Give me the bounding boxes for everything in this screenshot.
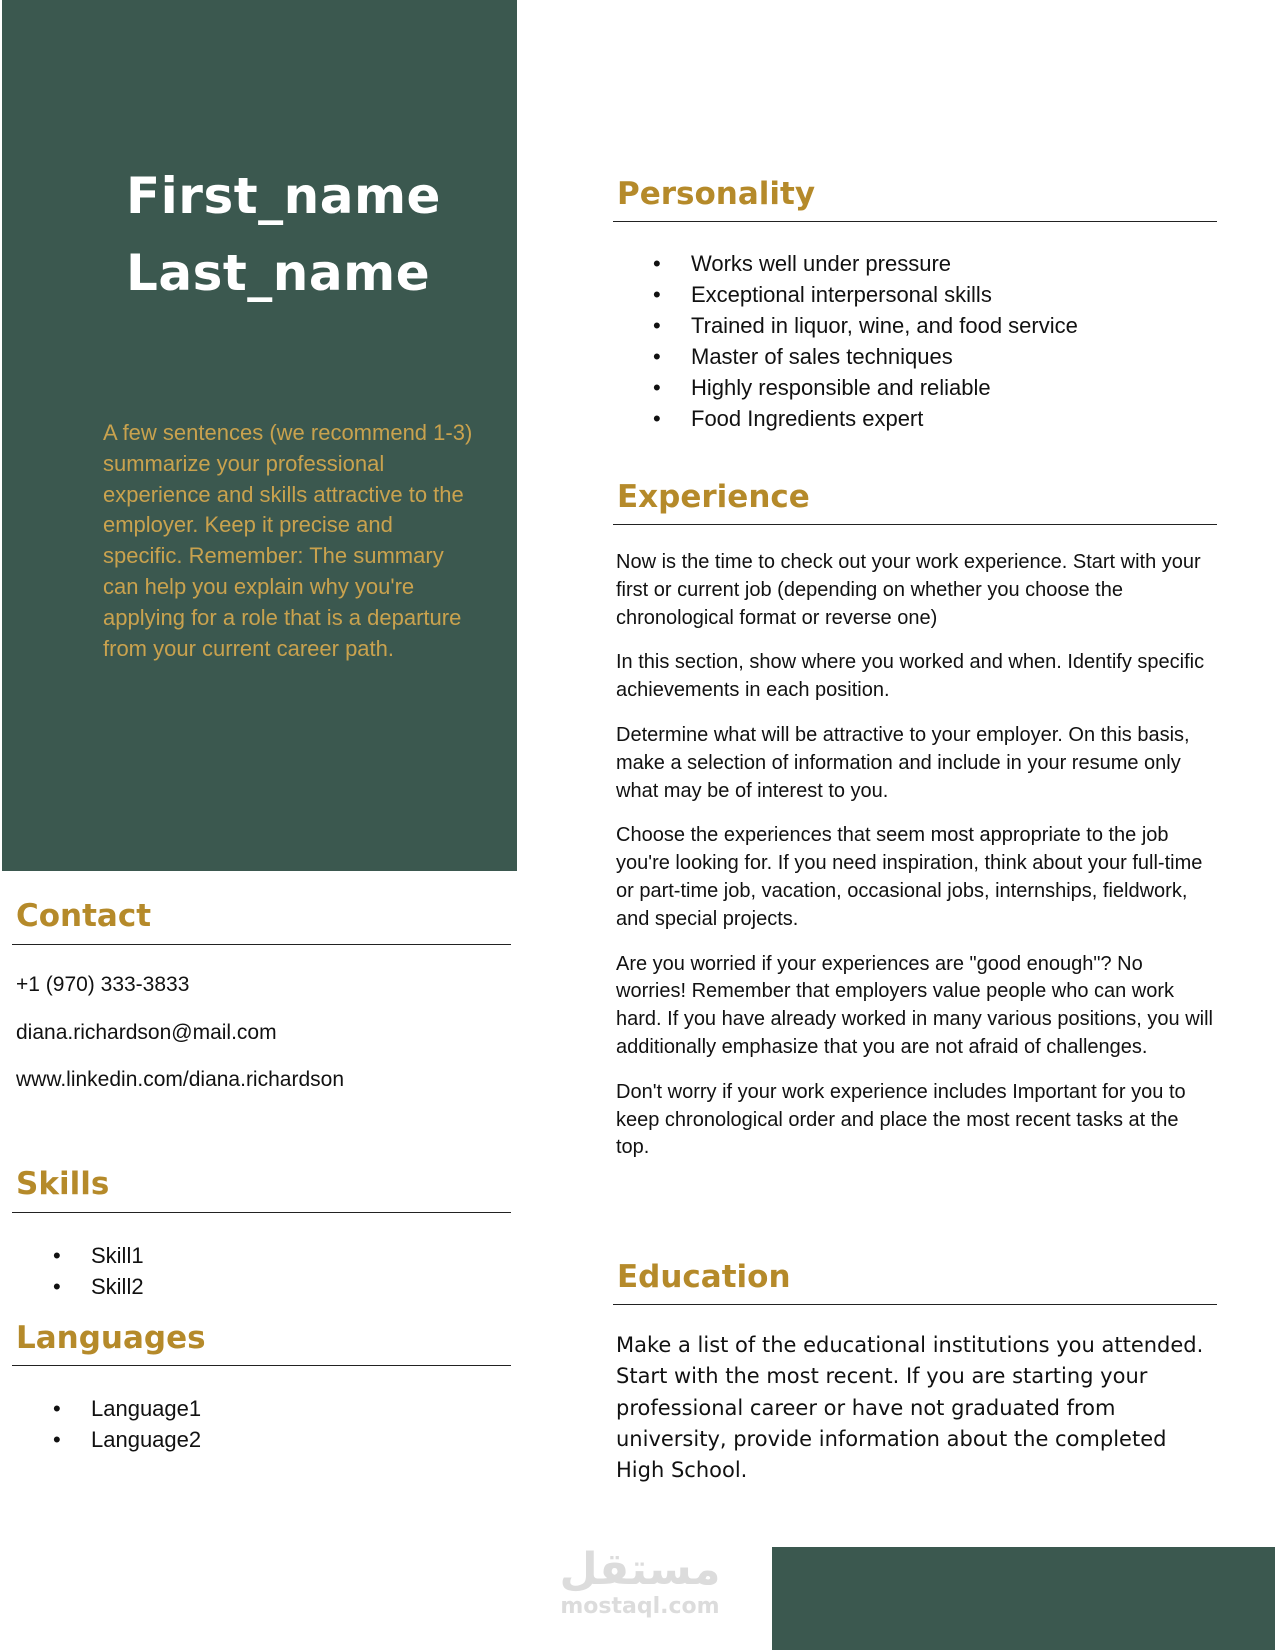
contact-heading: Contact: [16, 898, 152, 934]
skills-list: [53, 1240, 144, 1302]
language-item: • Language2: [53, 1424, 201, 1455]
watermark-latin: mostaql.com: [560, 1594, 720, 1619]
contact-email[interactable]: diana.richardson@mail.com: [16, 1021, 277, 1044]
personality-item: • Exceptional interpersonal skills: [653, 279, 1078, 310]
skills-heading: Skills: [16, 1166, 110, 1202]
personality-item: • Food Ingredients expert: [653, 403, 1078, 434]
languages-divider: [12, 1365, 511, 1366]
watermark: [555, 1545, 725, 1619]
personality-heading: Personality: [617, 176, 816, 212]
watermark-arabic: مستقل: [559, 1544, 721, 1595]
personality-divider: [613, 221, 1217, 222]
experience-paragraph: In this section, show where you worked and when. Identify specific achievements in each position.: [616, 651, 1205, 702]
skills-divider: [12, 1212, 511, 1213]
languages-heading: Languages: [16, 1320, 206, 1356]
language-item: • Language1: [53, 1393, 201, 1424]
contact-linkedin[interactable]: www.linkedin.com/diana.richardson: [16, 1068, 344, 1091]
experience-paragraph: Now is the time to check out your work experience. Start with your first or current job (depending on whether you choose the chronological format or reverse one): [616, 551, 1201, 629]
contact-divider: [12, 944, 511, 945]
education-divider: [613, 1304, 1217, 1305]
education-body: Make a list of the educational institutions you attended. Start with the most recent. If you are starting your professional career or have not graduated from university, provide information about the completed High School.: [616, 1333, 1204, 1483]
experience-heading: Experience: [617, 479, 810, 515]
skill-item: • Skill2: [53, 1271, 144, 1302]
first-name: First_name: [126, 167, 441, 225]
experience-divider: [613, 524, 1217, 525]
experience-paragraph: Don't worry if your work experience includes Important for you to keep chronological order and place the most recent tasks at the top.: [616, 1080, 1186, 1159]
footer-panel: [772, 1547, 1275, 1650]
personality-item: • Works well under pressure: [653, 248, 1078, 279]
contact-phone: +1 (970) 333-3833: [16, 973, 190, 996]
experience-paragraph: Choose the experiences that seem most appropriate to the job you're looking for. If you need inspiration, think about your full-time or part-time job, vacation, occasional jobs, internships, fieldwork, and special projects.: [616, 824, 1203, 930]
experience-paragraph: Are you worried if your experiences are "good enough"? No worries! Remember that employers value people who can work hard. If you have already worked in many various positions, you will additionally emphasize that you are not afraid of challenges.: [616, 952, 1213, 1058]
personality-list: [653, 248, 1078, 434]
personality-item: • Master of sales techniques: [653, 341, 1078, 372]
summary-text: A few sentences (we recommend 1-3) summarize your professional experience and skills attractive to the employer. Keep it precise and specific. Remember: The summary can help you explain why you're applying for a role that is a departure from your current career path.: [103, 420, 473, 661]
education-heading: Education: [617, 1259, 791, 1295]
skill-item: • Skill1: [53, 1240, 144, 1271]
languages-list: [53, 1393, 201, 1455]
personality-item: • Trained in liquor, wine, and food service: [653, 310, 1078, 341]
experience-body: [616, 549, 1216, 1179]
experience-paragraph: Determine what will be attractive to your employer. On this basis, make a selection of information and include in your resume only what may be of interest to you.: [616, 723, 1190, 802]
personality-item: • Highly responsible and reliable: [653, 372, 1078, 403]
last-name: Last_name: [126, 244, 431, 302]
